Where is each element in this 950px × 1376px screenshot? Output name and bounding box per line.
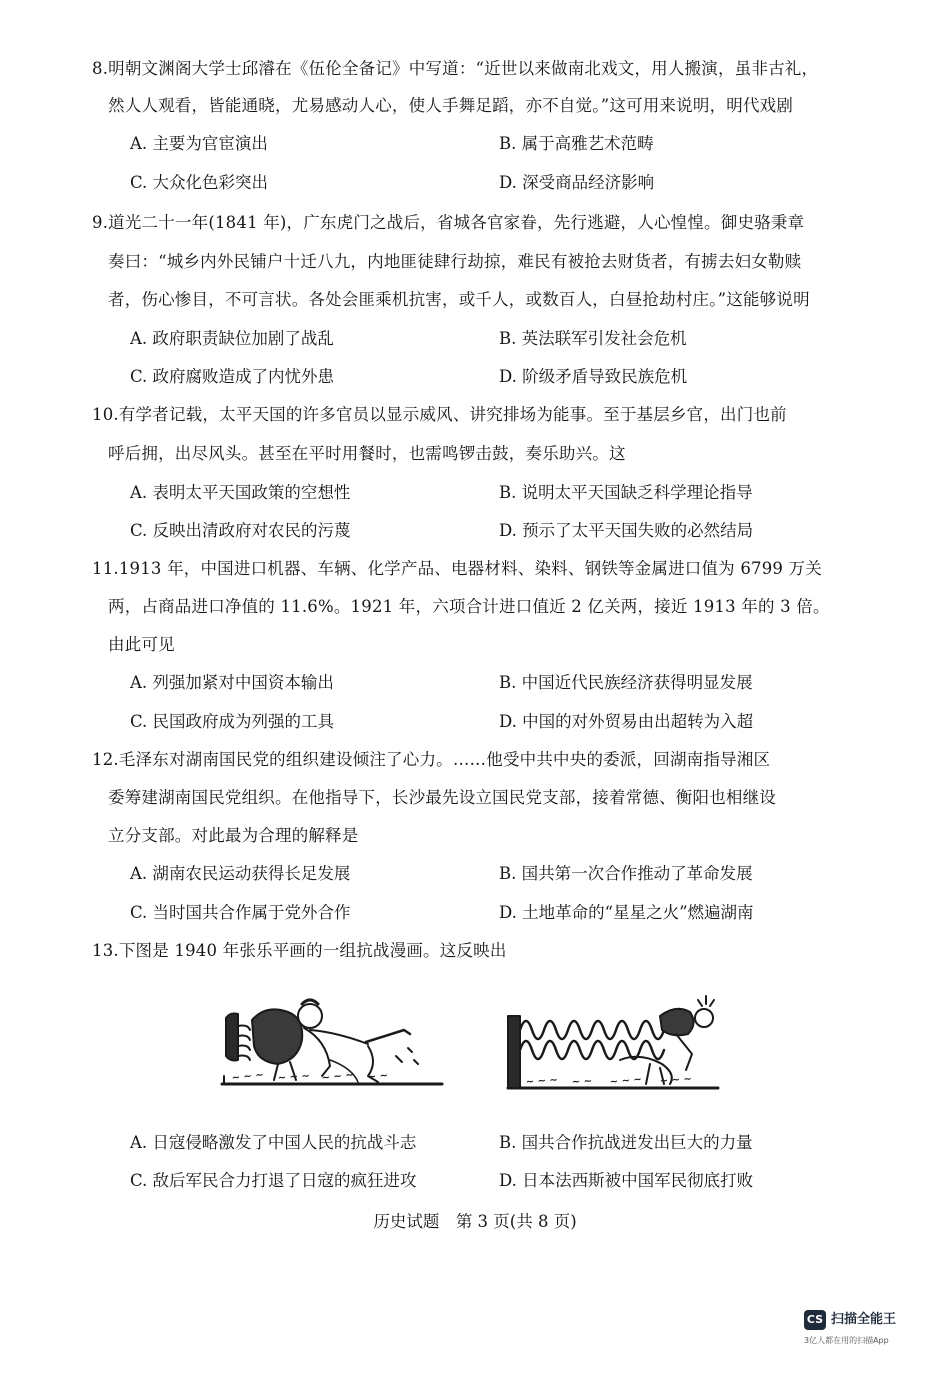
svg-text:~ ~: ~ ~ [571,1075,593,1088]
question-11-line-3: 由此可见 [108,635,175,654]
question-12-line-1: 12.毛泽东对湖南国民党的组织建设倾注了心力。……他受中共中央的委派，回湖南指导湘区 [92,750,771,769]
question-10-option-d: D. 预示了太平天国失败的必然结局 [499,521,754,540]
question-8-option-b: B. 属于高雅艺术范畴 [499,134,654,153]
anti-japanese-cartoon-1 [218,990,446,1090]
question-12-option-c: C. 当时国共合作属于党外合作 [130,903,351,922]
question-12-option-d: D. 土地革命的“星星之火”燃遍湖南 [499,903,754,922]
svg-text:~ ~: ~ ~ [367,1070,389,1083]
question-12-option-a: A. 湖南农民运动获得长足发展 [130,864,351,883]
question-9-option-c: C. 政府腐败造成了内忧外患 [130,367,335,386]
question-10-option-b: B. 说明太平天国缺乏科学理论指导 [499,483,753,502]
question-13-option-b: B. 国共合作抗战迸发出巨大的力量 [499,1133,753,1152]
question-12-line-3: 立分支部。对此最为合理的解释是 [108,826,359,845]
question-10-line-2: 呼后拥，出尽风头。甚至在平时用餐时，也需鸣锣击鼓，奏乐助兴。这 [108,444,626,463]
question-9-line-1: 9.道光二十一年(1841 年)，广东虎门之战后，省城各官家眷，先行逃避，人心惶惶。御史骆秉章 [92,213,805,232]
svg-text:~ ~ ~: ~ ~ ~ [231,1069,265,1084]
question-13-option-d: D. 日本法西斯被中国军民彻底打败 [499,1171,754,1190]
question-9-line-3: 者，伤心惨目，不可言状。各处会匪乘机抗害，或千人，或数百人，白昼抢劫村庄。”这能够说明 [108,290,810,309]
question-13-option-a: A. 日寇侵略激发了中国人民的抗战斗志 [130,1133,417,1152]
question-9-option-b: B. 英法联军引发社会危机 [499,329,687,348]
question-11-option-c: C. 民国政府成为列强的工具 [130,712,335,731]
svg-text:~ ~ ~: ~ ~ ~ [525,1074,559,1088]
scanner-tagline: 3亿人都在用的扫描App [804,1336,889,1345]
question-10-option-a: A. 表明太平天国政策的空想性 [130,483,351,502]
svg-text:~ ~ ~: ~ ~ ~ [321,1069,355,1084]
page-footer: 历史试题 第 3 页(共 8 页) [373,1212,577,1231]
svg-text:~ ~ ~: ~ ~ ~ [609,1074,643,1088]
question-11-option-d: D. 中国的对外贸易由出超转为入超 [499,712,754,731]
anti-japanese-cartoon-2 [500,990,722,1096]
question-11-option-a: A. 列强加紧对中国资本输出 [130,673,334,692]
question-13-option-c: C. 敌后军民合力打退了日寇的疯狂进攻 [130,1171,417,1190]
question-11-option-b: B. 中国近代民族经济获得明显发展 [499,673,753,692]
question-13-line-1: 13.下图是 1940 年张乐平画的一组抗战漫画。这反映出 [92,941,507,960]
cs-logo-icon: CS [804,1310,826,1330]
question-11-line-2: 两，占商品进口净值的 11.6%。1921 年，六项合计进口值近 2 亿关两，接近 1913 年的 3 倍。 [108,597,830,616]
question-8-option-d: D. 深受商品经济影响 [499,173,655,192]
question-8-option-c: C. 大众化色彩突出 [130,173,269,192]
question-9-line-2: 奏曰：“城乡内外民铺户十迁八九，内地匪徒肆行劫掠，难民有被抢去财货者，有掳去妇女勒赎 [108,252,802,271]
question-9-option-d: D. 阶级矛盾导致民族危机 [499,367,688,386]
svg-text:~ ~ ~: ~ ~ ~ [277,1070,311,1084]
question-11-line-1: 11.1913 年，中国进口机器、车辆、化学产品、电器材料、染料、钢铁等金属进口值为 6799 万关 [92,559,822,578]
question-8-line-1: 8.明朝文渊阁大学士邱濬在《伍伦全备记》中写道：“近世以来做南北戏文，用人搬演，虽非古礼， [92,59,819,78]
question-12-option-b: B. 国共第一次合作推动了革命发展 [499,864,753,883]
question-10-line-1: 10.有学者记载，太平天国的许多官员以显示威风、讲究排场为能事。至于基层乡官，出门也前 [92,405,787,424]
scanner-app-name: 扫描全能王 [831,1312,897,1327]
question-12-line-2: 委筹建湖南国民党组织。在他指导下，长沙最先设立国民党支部，接着常德、衡阳也相继设 [108,788,776,807]
question-9-option-a: A. 政府职责缺位加剧了战乱 [130,329,334,348]
question-8-option-a: A. 主要为官宦演出 [130,134,268,153]
svg-text:~ ~ ~: ~ ~ ~ [659,1073,693,1087]
question-10-option-c: C. 反映出清政府对农民的污蔑 [130,521,351,540]
question-8-line-2: 然人人观看，皆能通晓，尤易感动人心，使人手舞足蹈，亦不自觉。”这可用来说明，明代戏剧 [108,96,794,115]
